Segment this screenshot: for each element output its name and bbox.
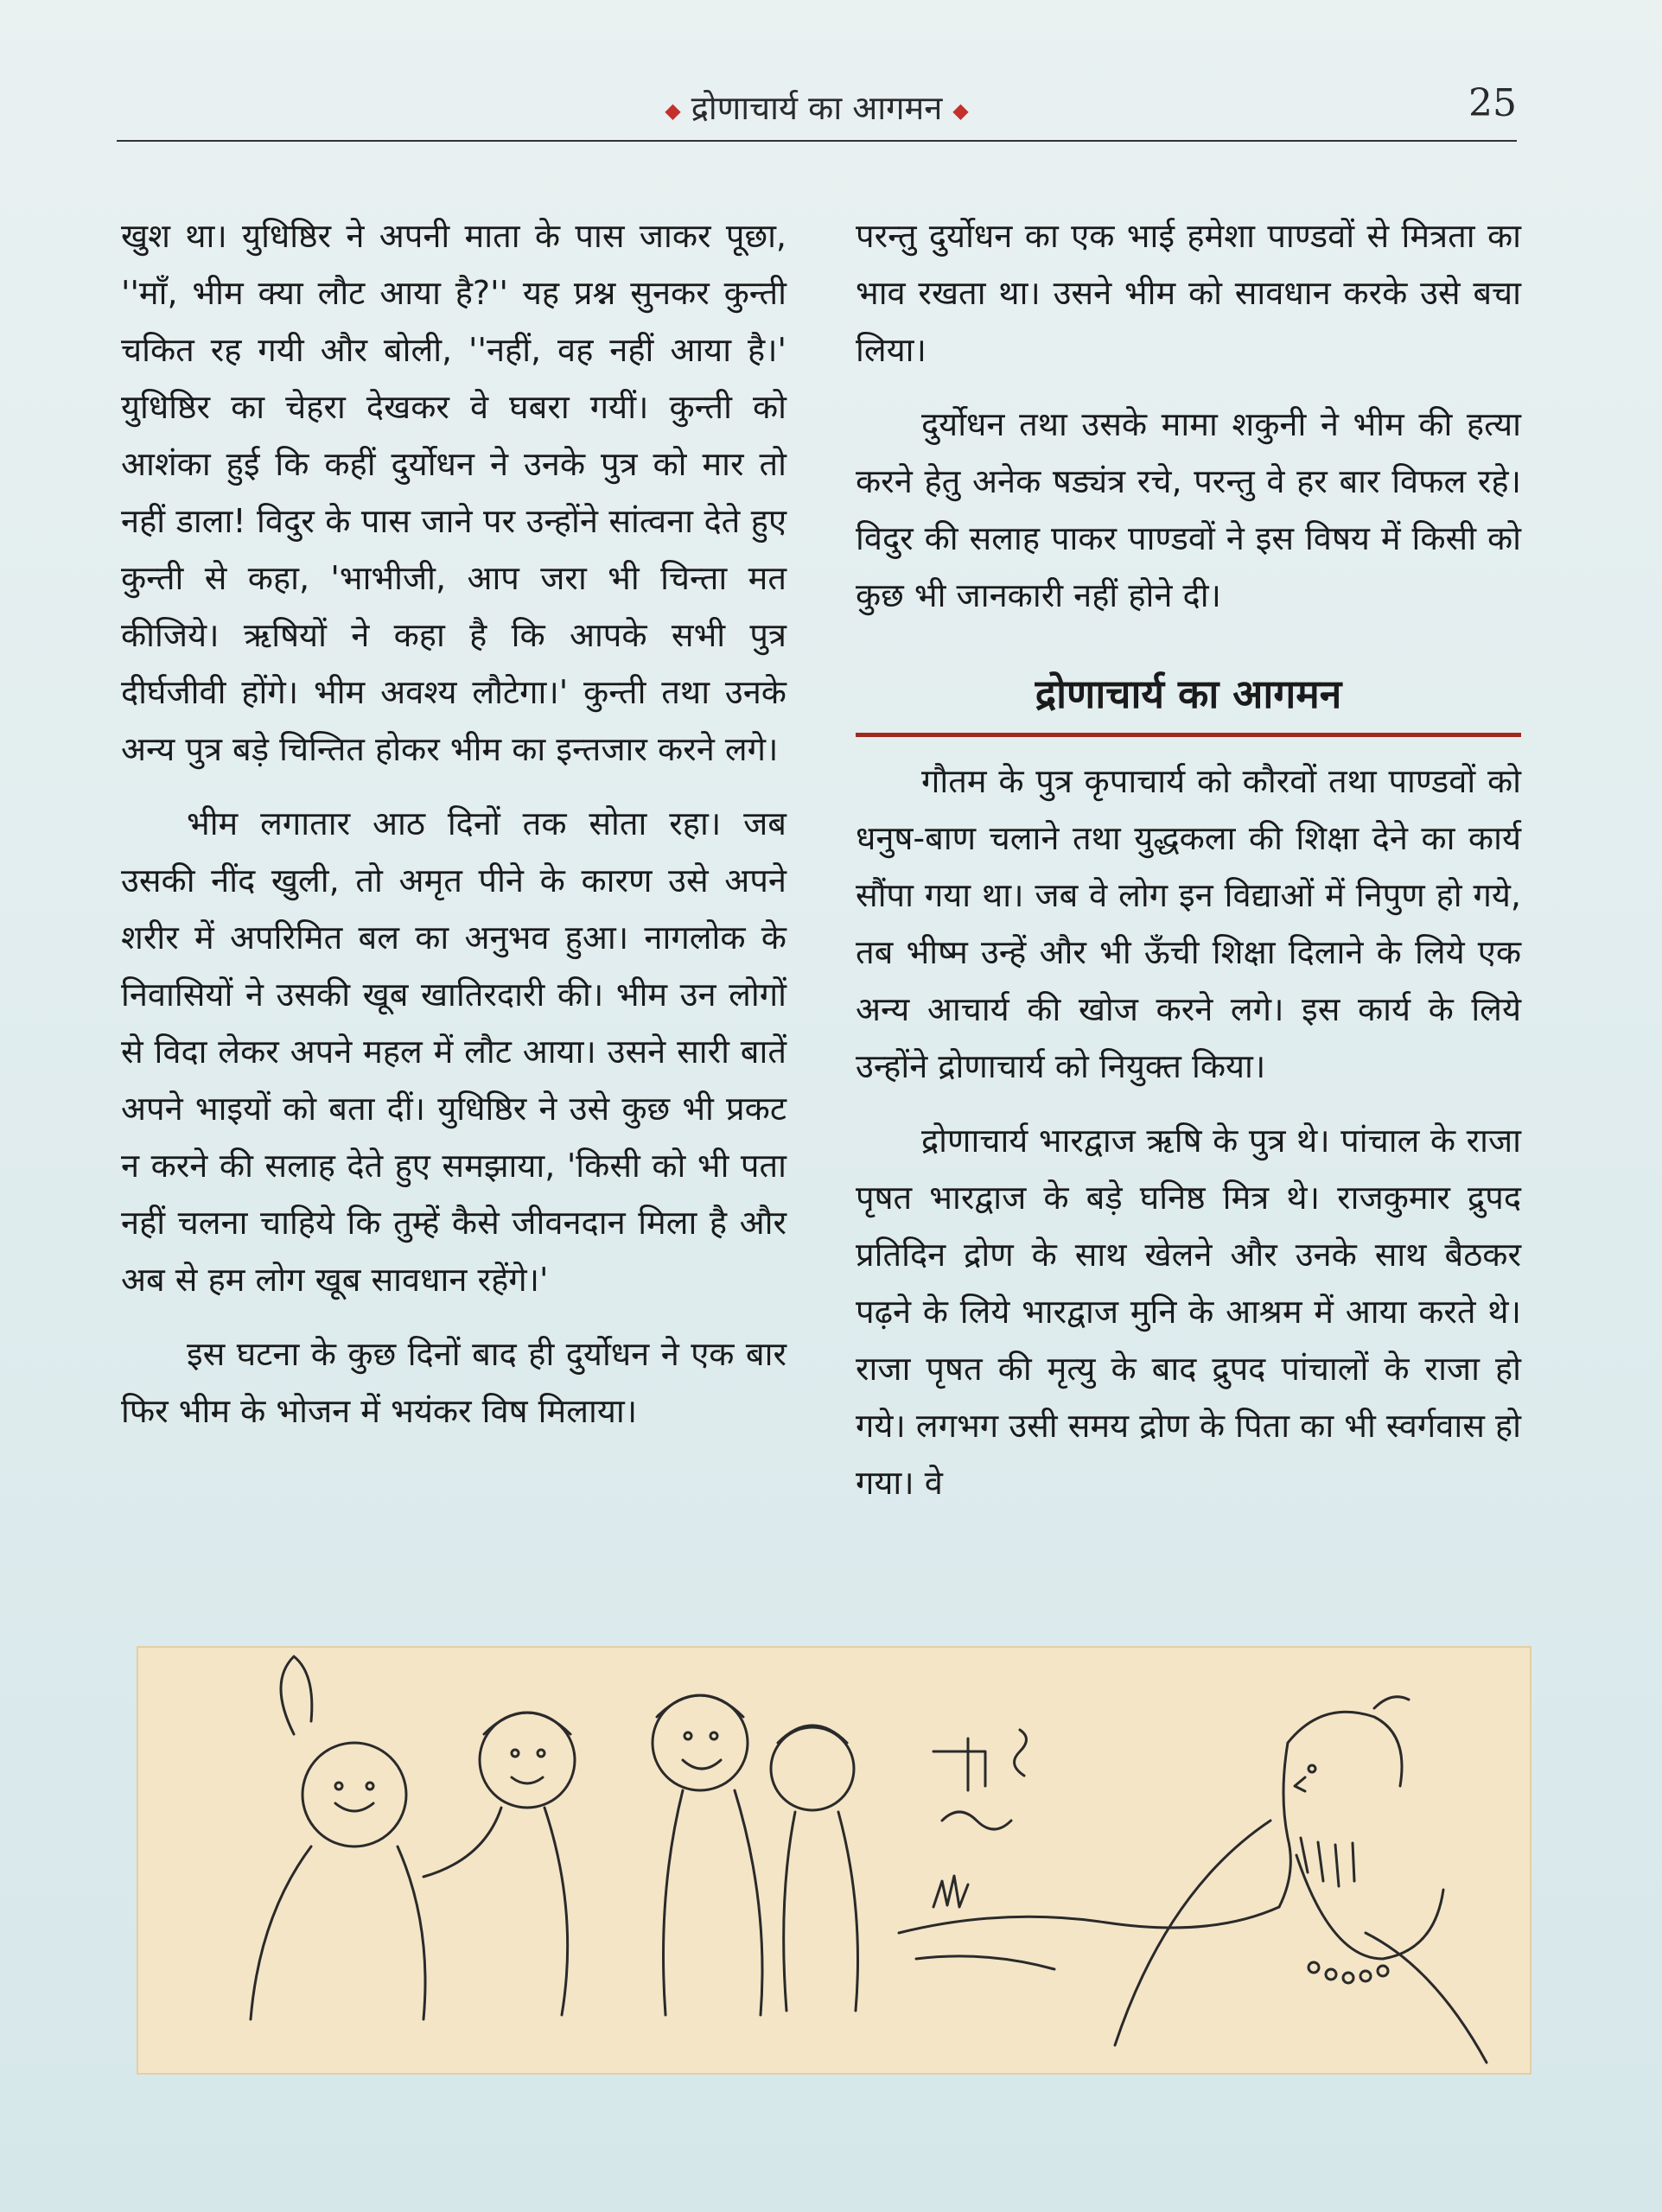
- paragraph: गौतम के पुत्र कृपाचार्य को कौरवों तथा पाण्डवों को धनुष-बाण चलाने तथा युद्धकला की शिक्षा देने का कार्य सौंपा गया था। जब वे लोग इन विद्याओं में निपुण हो गये, तब भीष्म उन्हें और भी ऊँची शिक्षा दिलाने के लिये एक अन्य आचार्य की खोज करने लगे। इस कार्य के लिये उन्होंने द्रोणाचार्य को नियुक्त किया।: [856, 762, 1521, 1085]
- paragraph: दुर्योधन तथा उसके मामा शकुनी ने भीम की हत्या करने हेतु अनेक षड्यंत्र रचे, परन्तु वे हर बार विफल रहे। विदुर की सलाह पाकर पाण्डवों ने इस विषय में किसी को कुछ भी जानकारी नहीं होने दी।: [856, 405, 1521, 614]
- page-number: 25: [1468, 81, 1517, 125]
- running-title: [117, 85, 1517, 130]
- story-illustration: [137, 1646, 1531, 2075]
- diamond-icon: ◆: [952, 98, 969, 123]
- paragraph: खुश था। युधिष्ठिर ने अपनी माता के पास जाकर पूछा, ''माँ, भीम क्या लौट आया है?'' यह प्रश्न सुनकर कुन्ती चकित रह गयी और बोली, ''नहीं, वह नहीं आया है।' युधिष्ठिर का चेहरा देखकर वे घबरा गयीं। कुन्ती को आशंका हुई कि कहीं दुर्योधन ने उनके पुत्र को मार तो नहीं डाला! विदुर के पास जाने पर उन्होंने सांत्वना देते हुए कुन्ती से कहा, 'भाभीजी, आप जरा भी चिन्ता मत कीजिये। ऋषियों ने कहा है कि आपके सभी पुत्र दीर्घजीवी होंगे। भीम अवश्य लौटेगा।' कुन्ती तथा उनके अन्य पुत्र बड़े चिन्तित होकर भीम का इन्तजार करने लगे।: [121, 217, 786, 768]
- left-column: [121, 207, 786, 1457]
- section-heading: द्रोणाचार्य का आगमन: [856, 665, 1521, 737]
- illustration-drawing: [138, 1648, 1530, 2073]
- paragraph: इस घटना के कुछ दिनों बाद ही दुर्योधन ने एक बार फिर भीम के भोजन में भयंकर विष मिलाया।: [121, 1335, 786, 1430]
- paragraph: भीम लगातार आठ दिनों तक सोता रहा। जब उसकी नींद खुली, तो अमृत पीने के कारण उसे अपने शरीर में अपरिमित बल का अनुभव हुआ। नागलोक के निवासियों ने उसकी खूब खातिरदारी की। भीम उन लोगों से विदा लेकर अपने महल में लौट आया। उसने सारी बातें अपने भाइयों को बता दीं। युधिष्ठिर ने उसे कुछ भी प्रकट न करने की सलाह देते हुए समझाया, 'किसी को भी पता नहीं चलना चाहिये कि तुम्हें कैसे जीवनदान मिला है और अब से हम लोग खूब सावधान रहेंगे।': [121, 804, 786, 1299]
- paragraph: परन्तु दुर्योधन का एक भाई हमेशा पाण्डवों से मित्रता का भाव रखता था। उसने भीम को सावधान करके उसे बचा लिया।: [856, 217, 1521, 369]
- right-column: [856, 207, 1521, 1529]
- paragraph: द्रोणाचार्य भारद्वाज ऋषि के पुत्र थे। पांचाल के राजा पृषत भारद्वाज के बड़े घनिष्ठ मित्र थे। राजकुमार द्रुपद प्रतिदिन द्रोण के साथ खेलने और उनके साथ बैठकर पढ़ने के लिये भारद्वाज मुनि के आश्रम में आया करते थे। राजा पृषत की मृत्यु के बाद द्रुपद पांचालों के राजा हो गये। लगभग उसी समय द्रोण के पिता का भी स्वर्गवास हो गया। वे: [856, 1122, 1521, 1502]
- running-header: [117, 79, 1517, 142]
- diamond-icon: ◆: [665, 98, 681, 123]
- header-title-text: द्रोणाचार्य का आगमन: [691, 89, 943, 127]
